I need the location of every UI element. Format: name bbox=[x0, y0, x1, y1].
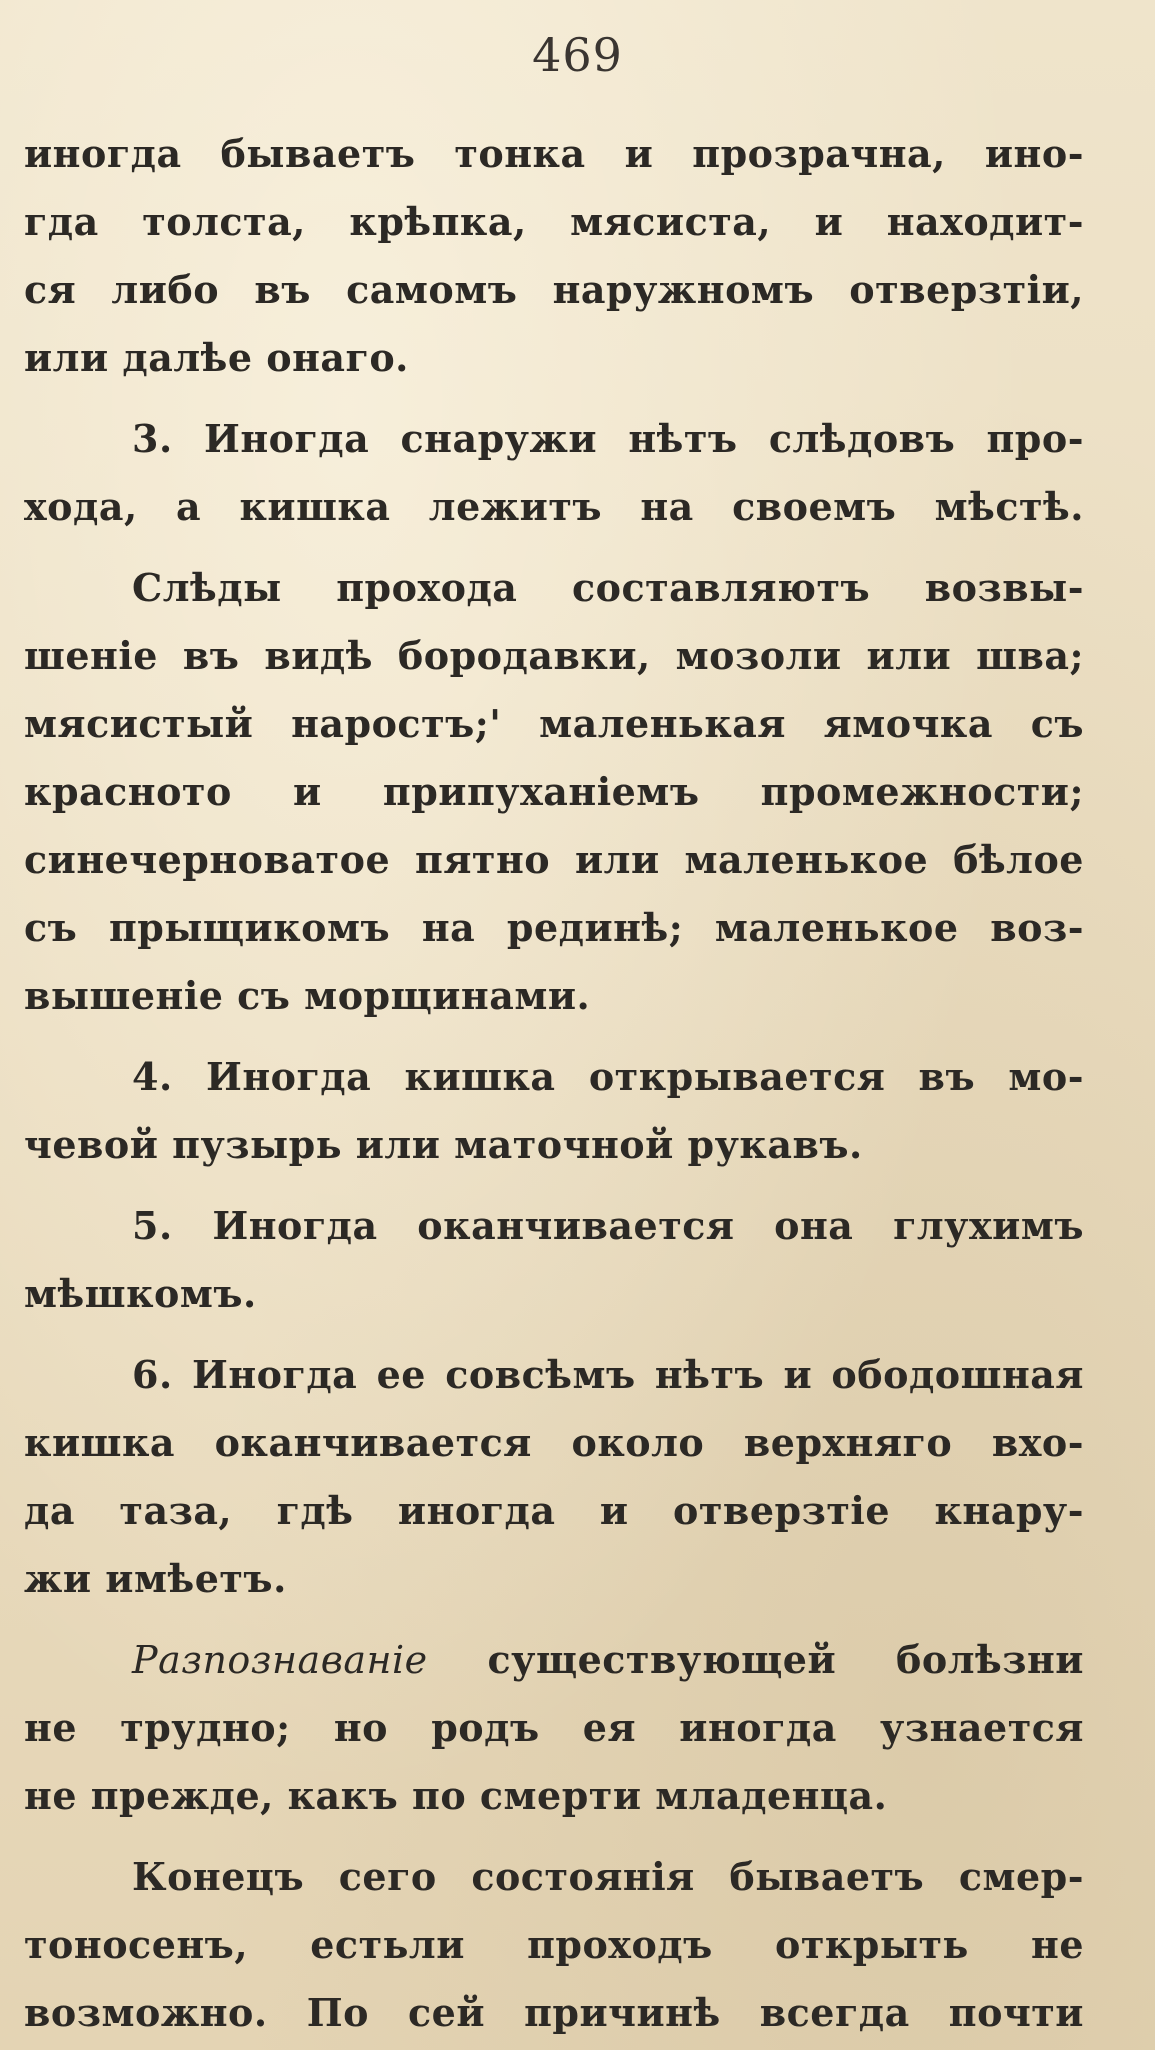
text-line: шеніе въ видѣ бородавки, мозоли или шва; bbox=[24, 633, 1084, 678]
text-line: красното и припуханіемъ промежности; bbox=[24, 769, 1084, 814]
paragraph-3 bbox=[24, 554, 1084, 1030]
text-line: да таза, гдѣ иногда и отверзтіе кнару- bbox=[24, 1488, 1084, 1533]
text-line: иногда бываетъ тонка и прозрачна, ино- bbox=[24, 131, 1084, 176]
body-text bbox=[24, 120, 1084, 2047]
text-line: 3. Иногда снаружи нѣтъ слѣдовъ про- bbox=[132, 416, 1084, 461]
text-line: съ прыщикомъ на рединѣ; маленькое воз- bbox=[24, 905, 1084, 950]
text-line: 4. Иногда кишка открывается въ мо- bbox=[132, 1054, 1084, 1099]
paragraph-8 bbox=[24, 1843, 1084, 2047]
paragraph-6 bbox=[24, 1341, 1084, 1613]
text-line: 5. Иногда оканчивается она глухимъ bbox=[132, 1203, 1084, 1248]
text-line: не прежде, какъ по смерти младенца. bbox=[24, 1773, 888, 1818]
text-line bbox=[24, 1626, 1084, 1694]
text-line: Слѣды прохода составляютъ возвы- bbox=[132, 565, 1084, 610]
text-line: тоносенъ, естьли проходъ открыть не bbox=[24, 1922, 1084, 1967]
text-line: возможно. По сей причинѣ всегда почти bbox=[24, 1990, 1084, 2035]
text-line: или далѣе онаго. bbox=[24, 335, 409, 380]
text-line: хода, а кишка лежитъ на своемъ мѣстѣ. bbox=[24, 484, 1084, 529]
text-line: жи имѣетъ. bbox=[24, 1556, 287, 1601]
text-line: мѣшкомъ. bbox=[24, 1271, 257, 1316]
page-number: 469 bbox=[532, 28, 623, 82]
text-line: чевой пузырь или маточной рукавъ. bbox=[24, 1122, 863, 1167]
paragraph-4 bbox=[24, 1043, 1084, 1179]
text-line: мясистый наростъ;' маленькая ямочка съ bbox=[24, 701, 1084, 746]
text-line: 6. Иногда ее совсѣмъ нѣтъ и ободошная bbox=[132, 1352, 1084, 1397]
text-line: гда толста, крѣпка, мясиста, и находит- bbox=[24, 199, 1084, 244]
paragraph-2 bbox=[24, 405, 1084, 541]
text-run: существующей болѣзни bbox=[427, 1637, 1084, 1682]
text-line: Конецъ сего состоянія бываетъ смер- bbox=[132, 1854, 1084, 1899]
text-line: не трудно; но родъ ея иногда узнается bbox=[24, 1705, 1084, 1750]
italic-term: Разпознаваніе bbox=[132, 1638, 428, 1682]
text-line: синечерноватое пятно или маленькое бѣлое bbox=[24, 837, 1084, 882]
text-line: вышеніе съ морщинами. bbox=[24, 973, 591, 1018]
paragraph-1 bbox=[24, 120, 1084, 392]
text-line: ся либо въ самомъ наружномъ отверзтіи, bbox=[24, 267, 1084, 312]
paragraph-7 bbox=[24, 1626, 1084, 1830]
paragraph-5 bbox=[24, 1192, 1084, 1328]
text-line: кишка оканчивается около верхняго вхо- bbox=[24, 1420, 1084, 1465]
